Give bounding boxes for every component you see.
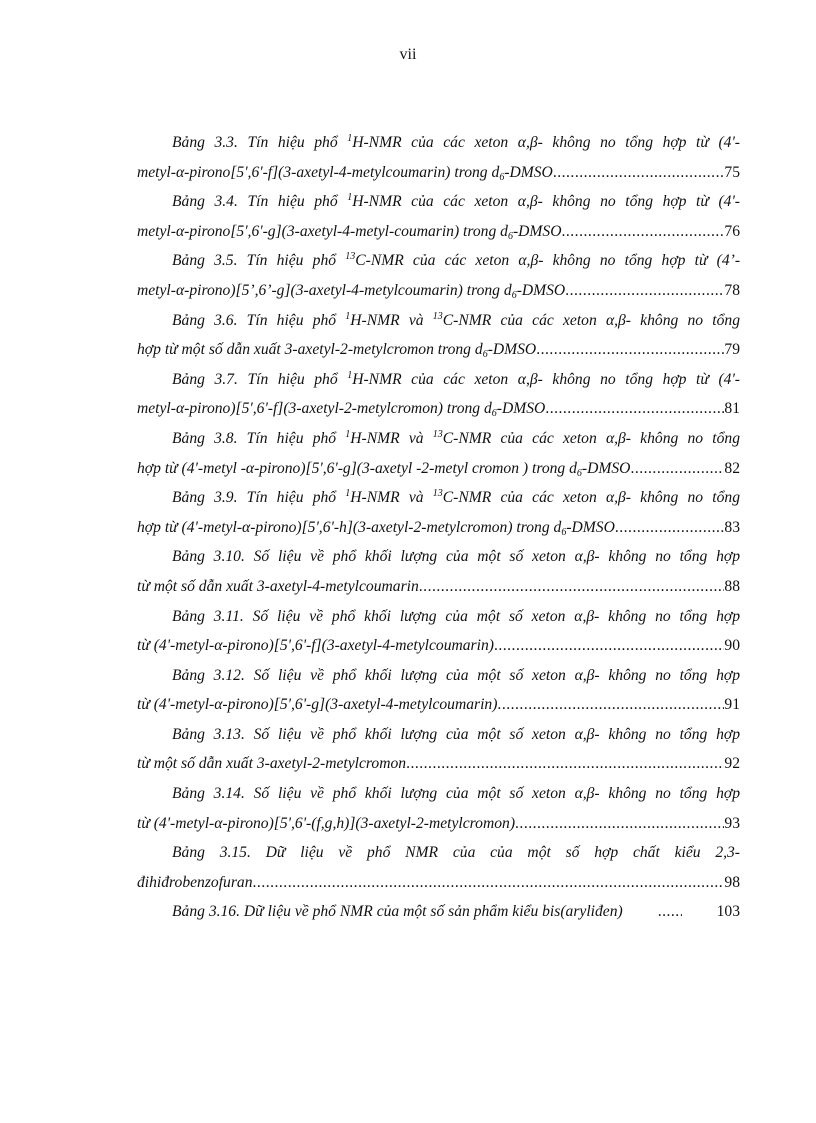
- dot-leader: [515, 809, 724, 839]
- dot-leader: [623, 897, 682, 927]
- toc-page-number: 78: [724, 281, 740, 299]
- toc-entry-continuation: từ (4'-metyl-α-pirono)[5',6'-(f,g,h)](3-axetyl-2-metylcromon) ..... 93: [137, 809, 740, 839]
- toc-entry-continuation: metyl-α-pirono)[5',6'-f](3-axetyl-2-metylcromon) trong $d_6$-DMSO ..... 81: [137, 394, 740, 424]
- toc-entry-continuation: từ một số dẫn xuất 3-axetyl-2-metylcromon ..... 92: [137, 749, 740, 779]
- toc-entry-title: Bảng 3.16. Dữ liệu về phổ NMR của một số sản phẩm kiểu bis(aryliđen) ..... 103: [137, 897, 740, 927]
- dot-leader: [419, 572, 725, 602]
- toc-page-number: 79: [724, 341, 740, 359]
- toc-entry[interactable]: [137, 424, 740, 483]
- toc-entry-title: Bảng 3.8. Tín hiệu phổ $^1$H-NMR và $^{13}$C-NMR của các xeton α,β- không no tổng: [172, 428, 740, 447]
- toc-entry-title: Bảng 3.13. Số liệu về phổ khối lượng của một số xeton α,β- không no tổng hợp: [172, 725, 740, 743]
- toc-entry[interactable]: [137, 128, 740, 187]
- page-number: vii: [399, 46, 417, 63]
- dot-leader: [565, 276, 724, 306]
- toc-entry-title: Bảng 3.7. Tín hiệu phổ $^1$H-NMR của các xeton α,β- không no tổng hợp từ (4'-: [172, 369, 740, 388]
- dot-leader: [494, 631, 724, 661]
- toc-entry-continuation: hợp từ (4'-metyl-α-pirono)[5',6'-h](3-axetyl-2-metylcromon) trong $d_6$-DMSO ..... 83: [137, 513, 740, 543]
- toc-page-number: 92: [724, 755, 740, 773]
- toc-entry-continuation: từ (4'-metyl-α-pirono)[5',6'-f](3-axetyl-4-metylcoumarin) ..... 90: [137, 631, 740, 661]
- toc-entry[interactable]: [137, 661, 740, 720]
- toc-entry[interactable]: [137, 365, 740, 424]
- toc-entry[interactable]: [137, 187, 740, 246]
- toc-entry[interactable]: [137, 483, 740, 542]
- toc-entry[interactable]: [137, 306, 740, 365]
- dot-leader: [536, 335, 724, 365]
- toc-entry-title: Bảng 3.5. Tín hiệu phổ $^{13}$C-NMR của các xeton α,β- không no tổng hợp từ (4’-: [172, 251, 741, 270]
- toc-page-number: 82: [724, 459, 740, 477]
- toc-entry-title: Bảng 3.4. Tín hiệu phổ $^1$H-NMR của các xeton α,β- không no tổng hợp từ (4'-: [172, 192, 740, 211]
- toc-entry-continuation: hợp từ (4'-metyl -α-pirono)[5',6'-g](3-axetyl -2-metyl cromon ) trong $d_6$-DMSO ..... 82: [137, 454, 740, 484]
- toc-page-number: 75: [724, 163, 740, 181]
- toc-entry-title: Bảng 3.15. Dữ liệu về phổ NMR của của một số hợp chất kiểu 2,3-: [172, 844, 740, 862]
- toc-entry-continuation: đihiđrobenzofuran ..... 98: [137, 868, 740, 898]
- dot-leader: [630, 454, 724, 484]
- toc-entry-title: Bảng 3.12. Số liệu về phổ khối lượng của một số xeton α,β- không no tổng hợp: [172, 666, 740, 684]
- toc-page-number: 90: [724, 637, 740, 655]
- dot-leader: [561, 217, 724, 247]
- toc-entry-title: Bảng 3.14. Số liệu về phổ khối lượng của một số xeton α,β- không no tổng hợp: [172, 785, 740, 803]
- toc-page-number: 93: [724, 814, 740, 832]
- toc-entry[interactable]: [137, 246, 740, 305]
- dot-leader: [553, 158, 725, 188]
- toc-entry[interactable]: [137, 720, 740, 779]
- toc-entry[interactable]: [137, 602, 740, 661]
- toc-entry-title: Bảng 3.11. Số liệu về phổ khối lượng của một số xeton α,β- không no tổng hợp: [172, 607, 740, 625]
- toc-entry-title: Bảng 3.6. Tín hiệu phổ $^1$H-NMR và $^{13}$C-NMR của các xeton α,β- không no tổng: [172, 310, 740, 329]
- dot-leader: [545, 394, 724, 424]
- toc-page-number: 103: [716, 903, 740, 921]
- toc-entry[interactable]: [137, 897, 740, 927]
- dot-leader: [406, 749, 724, 779]
- toc-entry-continuation: từ một số dẫn xuất 3-axetyl-4-metylcoumarin ..... 88: [137, 572, 740, 602]
- toc-entry-continuation: metyl-α-pirono[5',6'-g](3-axetyl-4-metyl-coumarin) trong $d_6$-DMSO ..... 76: [137, 217, 740, 247]
- toc-entry-continuation: hợp từ một số dẫn xuất 3-axetyl-2-metylcromon trong $d_6$-DMSO ..... 79: [137, 335, 740, 365]
- toc-entry-title: Bảng 3.10. Số liệu về phổ khối lượng của một số xeton α,β- không no tổng hợp: [172, 548, 740, 566]
- toc-page-number: 98: [724, 873, 740, 891]
- toc-entry[interactable]: [137, 542, 740, 601]
- dot-leader: [615, 513, 725, 543]
- toc-page-number: 91: [724, 696, 740, 714]
- dot-leader: [253, 868, 725, 898]
- toc-page-number: 88: [724, 577, 740, 595]
- toc-entry[interactable]: [137, 779, 740, 838]
- toc-entry-continuation: từ (4'-metyl-α-pirono)[5',6'-g](3-axetyl-4-metylcoumarin) ..... 91: [137, 690, 740, 720]
- dot-leader: [497, 690, 724, 720]
- toc-entry-title: Bảng 3.3. Tín hiệu phổ $^1$H-NMR của các xeton α,β- không no tổng hợp từ (4'-: [172, 133, 740, 151]
- toc-entry[interactable]: [137, 838, 740, 897]
- toc-page-number: 76: [724, 222, 740, 240]
- toc-page-number: 83: [724, 518, 740, 536]
- toc-entry-title: Bảng 3.9. Tín hiệu phổ $^1$H-NMR và $^{13}$C-NMR của các xeton α,β- không no tổng: [172, 488, 740, 507]
- toc-page-number: 81: [724, 400, 740, 418]
- toc-entry-continuation: metyl-α-pirono[5',6'-f](3-axetyl-4-metylcoumarin) trong $d_6$-DMSO ..... 75: [137, 158, 740, 188]
- toc-entry-continuation: metyl-α-pirono)[5’,6’-g](3-axetyl-4-metylcoumarin) trong $d_6$-DMSO ..... 78: [137, 276, 740, 306]
- list-of-tables: [137, 128, 740, 927]
